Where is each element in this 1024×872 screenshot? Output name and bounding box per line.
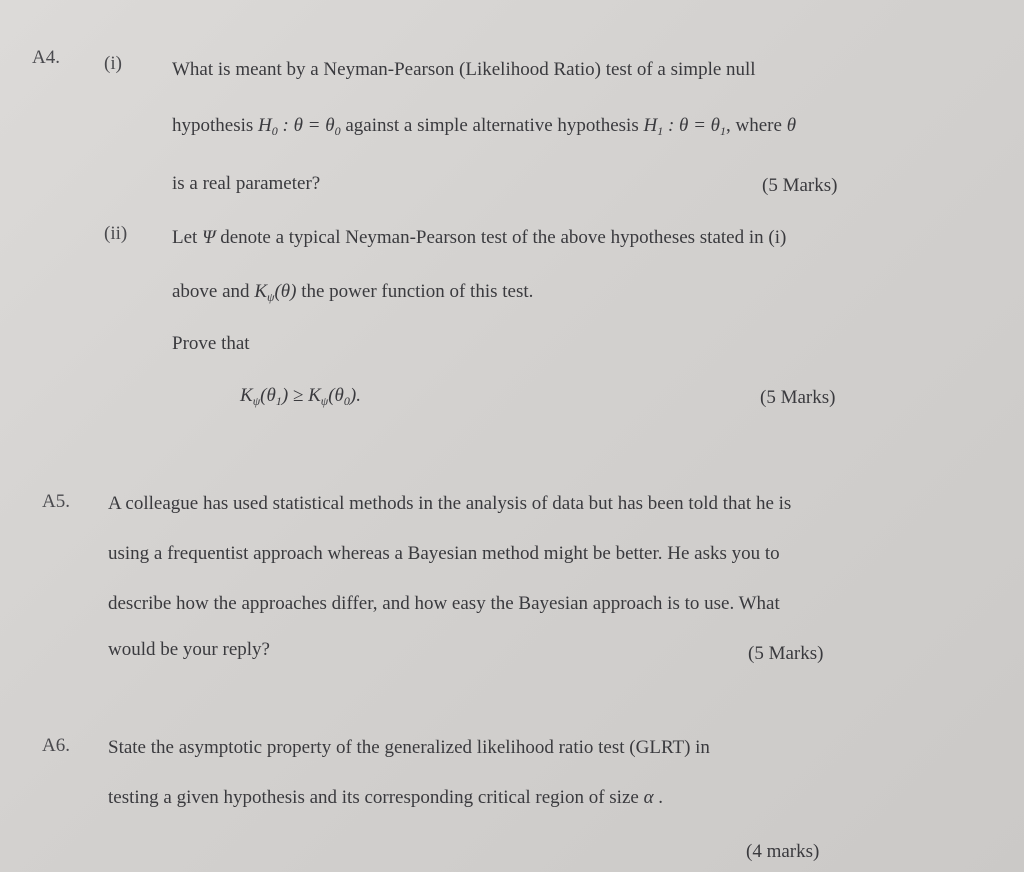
a4-i-line-1: What is meant by a Neyman-Pearson (Likelihood Ratio) test of a simple null	[172, 59, 756, 80]
a4-ii-line-3: Prove that	[172, 333, 250, 354]
part-i-label: (i)	[104, 53, 122, 74]
power-inequality-equation: $K_\psi(\theta_1) \ge K_\psi(\theta_0)$.	[240, 385, 361, 408]
a4-i-marks: (5 Marks)	[762, 175, 838, 196]
a6-marks: (4 marks)	[746, 841, 820, 862]
question-a4-number: A4.	[32, 47, 60, 68]
a5-line-3: describe how the approaches differ, and how easy the Bayesian approach is to use. What	[108, 593, 780, 614]
a4-ii-marks: (5 Marks)	[760, 387, 836, 408]
a4-i-line-2	[172, 114, 796, 138]
a4-i-line-2-text: hypothesis	[172, 115, 254, 136]
a4-i-line-2-mid: against a simple alternative hypothesis	[340, 115, 644, 136]
a4-i-line-3: is a real parameter?	[172, 173, 321, 194]
part-ii-label: (ii)	[104, 223, 128, 244]
a5-line-2: using a frequentist approach whereas a Bayesian method might be better. He asks you to	[108, 543, 780, 564]
a6-line-1: State the asymptotic property of the generalized likelihood ratio test (GLRT) in	[108, 737, 710, 758]
psi-symbol: Ψ	[202, 227, 216, 248]
a4-ii-line-2: above and $K_\psi(\theta)$ the power function of this test.	[172, 281, 534, 304]
a6-line-2: testing a given hypothesis and its corresponding critical region of size α .	[108, 787, 664, 808]
power-function-symbol: $K_\psi(\theta)$	[254, 281, 297, 304]
a4-ii-line-1: Let Ψ denote a typical Neyman-Pearson test of the above hypotheses stated in (i)	[172, 227, 787, 248]
question-a5-number: A5.	[42, 491, 70, 512]
question-a6-number: A6.	[42, 735, 70, 756]
a5-marks: (5 Marks)	[748, 643, 824, 664]
h0-symbol: $H_0$ : $\theta = \theta_0$	[258, 115, 341, 138]
a5-line-1: A colleague has used statistical methods in the analysis of data but has been told that he is	[108, 493, 792, 514]
a4-i-line-2-post: , where	[726, 115, 787, 136]
a5-line-4: would be your reply?	[108, 639, 270, 660]
h1-symbol: $H_1$ : $\theta = \theta_1$	[643, 115, 727, 138]
alpha-symbol: α	[643, 787, 654, 808]
theta-symbol: θ	[786, 115, 797, 136]
